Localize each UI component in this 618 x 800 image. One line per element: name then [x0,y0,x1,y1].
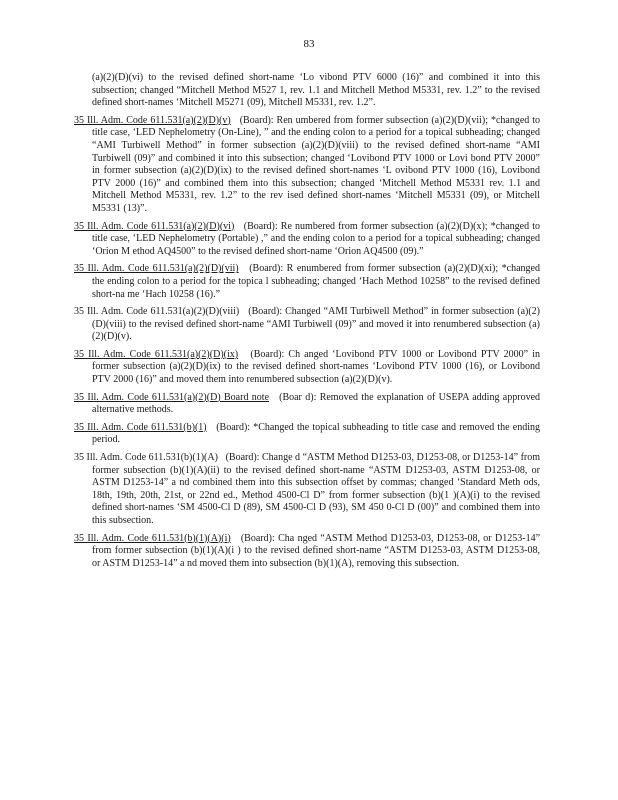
page-number: 83 [303,38,315,50]
entry-text: (a)(2)(D)(vi) to the revised defined short-name ‘Lo vibond PTV 6000 (16)” and combined it into this subsection; changed “Mitchell Method M527 1, rev. 1.1 and Mitchell Method M5331, rev. 1.2” to the revised defined short-names ‘Mitchell M5271 (09), Mitchell M5331, rev. 1.2”. [92,72,540,109]
entry-text: (Board): Ch anged ‘Lovibond PTV 1000 or Lovibond PTV 2000” in former subsection (a)(2)(D)(ix) to the revised defined short-names ‘Lovibond PTV 1000 (16), or Lovibond PTV 2000 (16)” and moved them into renumbered subsection (a)(2)(D)(v). [92,348,541,386]
entry-text: (Board): Ren umbered from former subsection (a)(2)(D)(vii); *changed to title case, ‘LED Nephelometry (On-Line), ” and the ending colon to a period for a topical subheading; changed “AMI Turbiwell Method” in former subsection (a)(2)(D)(viii) to the revised defined short-name “AMI Turbiwell (09)” and combined it into this subsection; changed ‘Lovibond PTV 1000 or Lovi bond PTV 2000” in former subsection (a)(2)(D)(ix) to the revised defined short-names ‘L ovibond PTV 1000 (16), Lovibond PTV 2000 (16)” and combined them into this subsection; changed ‘Mitchell Method M5331 rev. 1.1 and Mitchell Method M5331, rev. 1.2” to the rev ised defined short-names ‘Mitchell M5331 (09), or Mitchell M5331 (13)”. [92,114,541,214]
list-item [74,72,540,110]
entry-text: (Board): R enumbered from former subsection (a)(2)(D)(xi); *changed the ending colon to a period for the topica l subheading; changed ‘Hach Method 10258” to the revised defined short-na me ‘Hach 10258 (16).” [92,263,540,300]
entry-text: (Boar d): Removed the explanation of USEPA adding approved alternative methods. [92,391,541,416]
list-item [74,392,540,417]
document-body [74,72,540,575]
entry-citation: 35 Ill. Adm. Code 611.531(a)(2)(D)(vii) [74,263,239,275]
entry-text: (Board): Change d “ASTM Method D1253-03, D1253-08, or D1253-14” from former subsection (b)(1)(A)(ii) to the revised defined short-name “ASTM D1253-03, ASTM D1253-08, or ASTM D1253-14” a nd combined them into this subsection offset by commas; changed ‘Standard Meth ods, 18th, 19th, 20th, 21st, or 22nd ed., Method 4500-Cl D” from former subsection (b)(1 )(A)(i) to the revised defined short-names ‘SM 4500-Cl D (89), SM 4500-Cl D (93), SM 450 0-Cl D (00)” and combined them into this subsection. [92,452,541,526]
entry-text: (Board): Changed “AMI Turbiwell Method” in former subsection (a)(2)(D)(viii) to the revised defined short-name “AMI Turbiwell (09)” and moved it into renumbered subsection (a)(2)(D)(v). [92,306,540,343]
list-item [74,221,540,259]
list-item [74,533,540,571]
entry-text: (Board): Re numbered from former subsection (a)(2)(D)(x); *changed to title case, ‘LED Nephelometry (Portable) ,” and the ending colon to a period for a topical subheading; changed ‘Orion M ethod AQ4500” to the revised defined short-name ‘Orion AQ4500 (09).” [92,220,540,257]
list-item [74,263,540,301]
list-item [74,452,540,528]
entry-text: (Board): Cha nged “ASTM Method D1253-03, D1253-08, or D1253-14” from former subsection (b)(1)(A)(i ) to the revised defined short-name “ASTM D1253-03, ASTM D1253-08, or ASTM D1253-14” a nd moved them into subsection (b)(1)(A), removing this subsection. [92,532,541,569]
entry-citation: 35 Ill. Adm. Code 611.531(b)(1)(A)(i) [74,532,231,544]
entry-citation: 35 Ill. Adm. Code 611.531(a)(2)(D) Board note [74,391,270,403]
entry-citation: 35 Ill. Adm. Code 611.531(b)(1)(A) [74,452,218,464]
entry-citation: 35 Ill. Adm. Code 611.531(b)(1) [74,421,207,433]
entry-citation: 35 Ill. Adm. Code 611.531(a)(2)(D)(v) [74,114,231,126]
entry-citation: 35 Ill. Adm. Code 611.531(a)(2)(D)(ix) [74,348,239,360]
entry-citation: 35 Ill. Adm. Code 611.531(a)(2)(D)(viii) [74,306,240,318]
list-item [74,422,540,447]
list-item [74,349,540,387]
list-item [74,115,540,216]
entry-citation: 35 Ill. Adm. Code 611.531(a)(2)(D)(vi) [74,220,235,232]
list-item [74,306,540,344]
entry-text: (Board): *Changed the topical subheading to title case and removed the ending period. [92,421,541,446]
